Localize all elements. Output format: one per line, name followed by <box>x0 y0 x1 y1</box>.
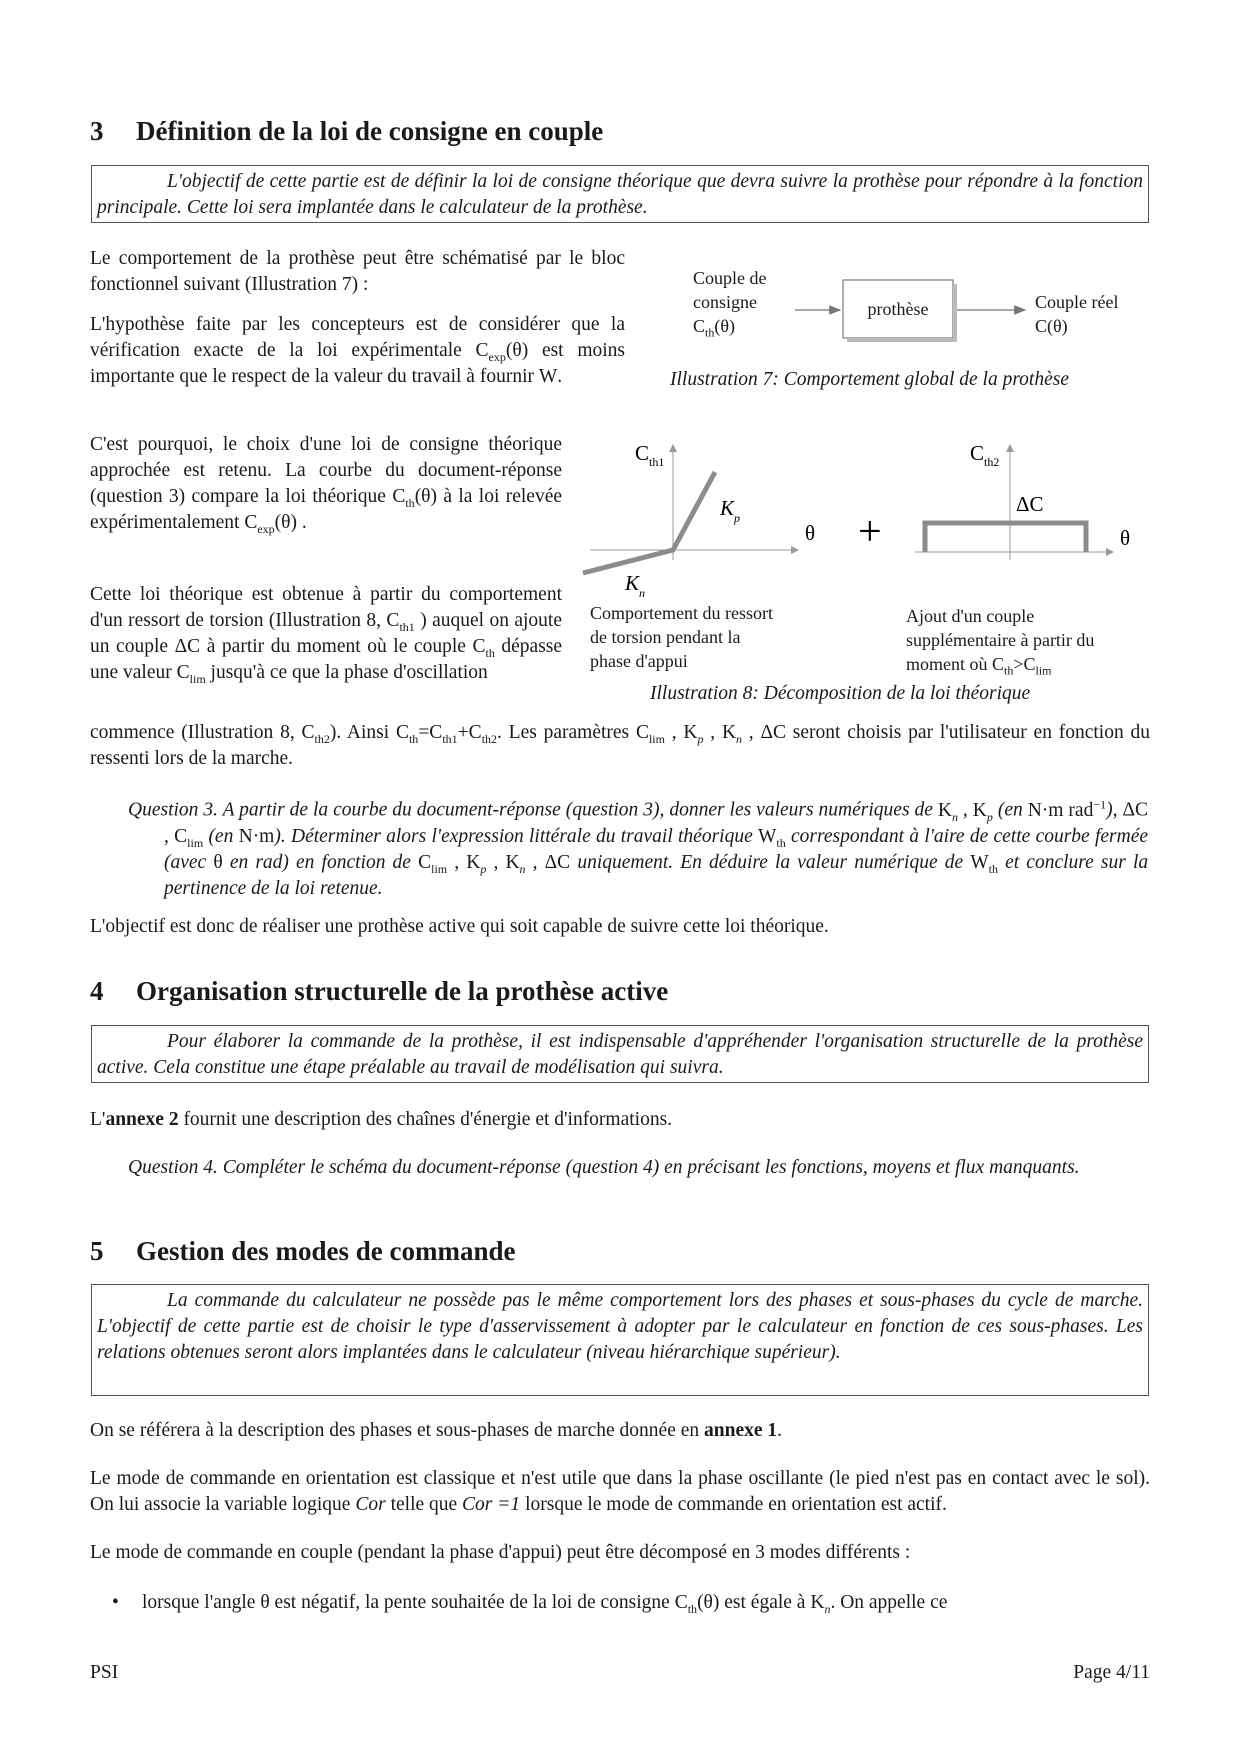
left-plot <box>583 441 815 600</box>
right-plot <box>915 441 1130 560</box>
paragraph-text: . Les paramètres <box>497 722 630 743</box>
spring-curve <box>583 472 715 573</box>
paragraph: L'annexe 2 fournit une description des chaînes d'énergie et d'informations. <box>90 1109 673 1130</box>
question-3: Question 3. A partir de la courbe du document-réponse (question 3), donner les valeurs numériques de $K_n$ , $K_p$ (en N·m rad$^{-1}$), ΔC , $C_{lim}$ (en N·m). Déterminer alors l'expression littérale du travail théorique $W_{th}$ correspondant à l'aire de cette courbe fermée (avec θ en rad) en fonction de $C_{lim}$ , $K_p$ , $K_n$ , ΔC uniquement. En déduire la valeur numérique de $W_{th}$ et conclure sur la pertinence de la loi retenue. <box>128 797 1149 899</box>
question-4: Question 4. Compléter le schéma du document-réponse (question 4) en précisant les fonctions, moyens et flux manquants. <box>128 1157 1080 1178</box>
math-cexp: $C_{exp}(\theta)$ <box>475 340 529 364</box>
objective-text: La commande du calculateur ne possède pas le même comportement lors des phases et sous-phases du cycle de marche. L'objectif de cette partie est de choisir le type d'asservissement à adopter par le calculateur en fonction de ces sous-phases. Les relations obtenues seront alors implantées dans le calculateur (niveau hiérarchique supérieur). <box>97 1290 1143 1363</box>
paragraph-text: L'hypothèse faite par les concepteurs est de considérer que la vérification exacte de la loi expérimentale <box>90 314 625 361</box>
paragraph-text: à la loi relevée expérimentalement <box>90 486 563 533</box>
bullet-item: • lorsque l'angle θ est négatif, la pente souhaitée de la loi de consigne $C_{th}(\theta)$ est égale à $K_n$. On appelle ce <box>112 1592 948 1616</box>
paragraph: L'hypothèse faite par les concepteurs est de considérer que la vérification exacte de la loi expérimentale $C_{exp}(\theta)$ est moins importante que le respect de la valeur du travail à fournir W. <box>90 314 625 387</box>
paragraph-text: Cette loi théorique est obtenue à partir du comportement d'un ressort de torsion (Illustration 8, <box>90 584 562 631</box>
annex-reference: annexe 1 <box>704 1420 778 1441</box>
question-label: Question 3 <box>128 799 214 821</box>
kn-label: $K_n$ <box>625 571 646 600</box>
conclusion: L'objectif est donc de réaliser une prothèse active qui soit capable de suivre cette loi théorique. <box>90 916 829 937</box>
block-label: prothèse <box>867 299 929 319</box>
illustration-7-caption: Illustration 7: Comportement global de la prothèse <box>670 369 1069 390</box>
section-title: Gestion des modes de commande <box>136 1236 516 1266</box>
paragraph <box>90 246 625 298</box>
illustration-8-caption: Illustration 8: Décomposition de la loi théorique <box>650 683 1031 704</box>
question-label: Question 4 <box>128 1157 214 1178</box>
left-axis-label: $C_{th1}$ <box>635 441 665 469</box>
output-label: Couple réel C(θ) <box>1035 292 1119 336</box>
objective-text: Pour élaborer la commande de la prothèse, il est indispensable d'appréhender l'organisation structurelle de la prothèse active. Cela constitue une étape préalable au travail de modélisation qui suivra. <box>97 1031 1143 1078</box>
objective-box <box>91 1025 1149 1083</box>
math-cor: Cor <box>355 1494 386 1515</box>
paragraph: Le mode de commande en orientation est classique et n'est utile que dans la phase oscillante (le pied n'est pas en contact avec le sol). On lui associe la variable logique Cor telle que Cor =1 lorsque le mode de commande en orientation est actif. <box>90 1468 1150 1515</box>
kp-label: $K_p$ <box>720 496 741 525</box>
paragraph-text: seront choisis par l'utilisateur en fonction du ressenti lors de la marche. <box>90 722 1150 769</box>
paragraph: Cette loi théorique est obtenue à partir du comportement d'un ressort de torsion (Illustration 8, $C_{th1}$ ) auquel on ajoute un couple ΔC à partir du moment où le couple $C_{th}$ dépasse une valeur $C_{lim}$ jusqu'à ce que la phase d'oscillation <box>90 584 562 686</box>
plus-sign: + <box>858 509 882 555</box>
math-sum: $C_{th}=C_{th1}+C_{th2}$ <box>395 722 498 746</box>
paragraph-text: Le comportement de la prothèse peut être schématisé par le bloc fonctionnel suivant (Illustration 7) : <box>90 248 625 295</box>
footer-left: PSI <box>90 1662 119 1683</box>
section-3-heading <box>90 118 603 144</box>
right-description: Ajout d'un couple supplémentaire à partir du moment où $C_{th}>C_{lim}$ <box>906 606 1095 678</box>
section-number: 5 <box>90 1236 104 1266</box>
section-title: Organisation structurelle de la prothèse active <box>136 976 669 1006</box>
math-cth1: $C_{th1}$ <box>386 610 415 634</box>
section-number: 4 <box>90 976 104 1006</box>
left-description: Comportement du ressort de torsion pendant la phase d'appui <box>590 603 773 671</box>
math-cexp: $C_{exp}(\theta)$ <box>244 512 297 536</box>
section-number: 3 <box>90 116 104 146</box>
math-clim: $C_{lim}$ <box>176 662 206 686</box>
theta-label: θ <box>805 521 816 545</box>
footer-page-number: Page 4/11 <box>1073 1662 1150 1683</box>
objective-box <box>91 165 1149 223</box>
bullet-dot: • <box>112 1592 119 1613</box>
paragraph-text: C'est pourquoi, le choix d'une loi de consigne théorique approchée est retenu. La courbe du document-réponse (question 3) compare la loi théorique <box>90 434 562 507</box>
paragraph-text: est moins importante que le respect de la valeur du travail à fournir <box>90 340 625 387</box>
math-cth: $C_{th}(\theta)$ <box>392 486 438 510</box>
delta-c-curve <box>925 523 1086 552</box>
math-w: W <box>538 366 558 387</box>
paragraph: Le mode de commande en couple (pendant la phase d'appui) peut être décomposé en 3 modes différents : <box>90 1542 911 1563</box>
theta-label: θ <box>1120 526 1131 550</box>
section-4-heading <box>90 978 668 1004</box>
paragraph-text: ) auquel on ajoute un couple <box>90 610 562 657</box>
paragraph-text: ). Ainsi <box>329 722 390 743</box>
input-label: Couple de consigne $C_{th}(\theta)$ <box>693 268 767 340</box>
math-delta-c: ΔC <box>174 636 201 657</box>
paragraph: C'est pourquoi, le choix d'une loi de consigne théorique approchée est retenu. La courbe du document-réponse (question 3) compare la loi théorique $C_{th}(\theta)$ à la loi relevée expérimentalement $C_{exp}(\theta)$ . <box>90 434 563 536</box>
paragraph: On se référera à la description des phases et sous-phases de marche donnée en annexe 1. <box>90 1420 783 1441</box>
delta-c-label: ΔC <box>1016 492 1044 516</box>
right-axis-label: $C_{th2}$ <box>970 441 1000 469</box>
section-5-heading <box>90 1238 516 1264</box>
math-cth: $C_{th}$ <box>472 636 495 660</box>
annex-reference: annexe 2 <box>105 1109 179 1130</box>
paragraph-text: à partir du moment où le couple <box>206 636 466 657</box>
objective-box <box>91 1284 1149 1396</box>
paragraph-continued: commence (Illustration 8, $C_{th2}$). Ainsi $C_{th}=C_{th1}+C_{th2}$. Les paramètres $C_{lim}$ , $K_p$ , $K_n$ , ΔC seront choisis par l'utilisateur en fonction du ressenti lors de la marche. <box>90 722 1150 769</box>
objective-text: L'objectif de cette partie est de définir la loi de consigne théorique que devra suivre la prothèse pour répondre à la fonction principale. Cette loi sera implantée dans le calculateur de la prothèse. <box>97 171 1143 218</box>
section-title: Définition de la loi de consigne en couple <box>136 116 604 146</box>
paragraph-text: dépasse une valeur <box>90 636 562 683</box>
math-cor-eq: Cor =1 <box>462 1494 521 1515</box>
